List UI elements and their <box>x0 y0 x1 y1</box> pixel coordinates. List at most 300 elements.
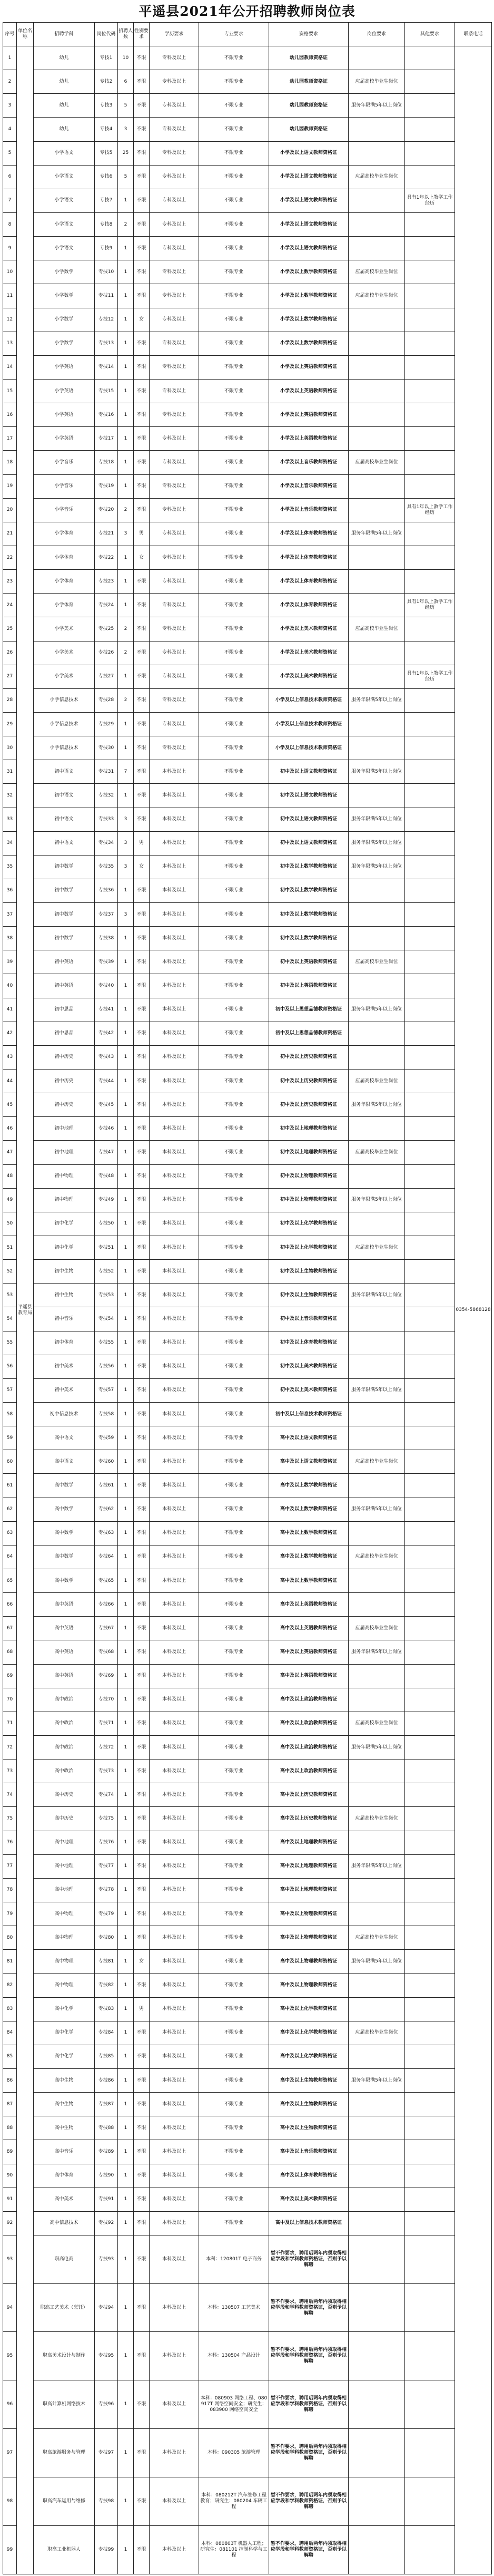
cell-code: 专技51 <box>95 1236 118 1260</box>
cell-post: 高中政治 <box>34 1688 95 1712</box>
cell-other <box>405 1141 455 1164</box>
cell-post: 小学体育 <box>34 522 95 546</box>
cell-num: 14 <box>3 355 17 379</box>
cell-num: 16 <box>3 403 17 427</box>
cell-gender: 不限 <box>134 70 150 94</box>
cell-major: 不限专业 <box>199 94 269 118</box>
cell-gender: 不限 <box>134 1902 150 1926</box>
cell-other <box>405 1640 455 1664</box>
cell-post: 小学信息技术 <box>34 736 95 760</box>
cell-qual: 小学及以上英语教师资格证 <box>269 379 349 403</box>
cell-code: 专技23 <box>95 570 118 594</box>
cell-other <box>405 760 455 784</box>
cell-num: 59 <box>3 1426 17 1450</box>
cell-post: 职高美术设计与制作 <box>34 2332 95 2380</box>
cell-postreq <box>349 474 405 498</box>
cell-num: 33 <box>3 808 17 831</box>
cell-code: 专技11 <box>95 284 118 308</box>
cell-post: 初中数学 <box>34 879 95 902</box>
header-code: 岗位代码 <box>95 23 118 46</box>
cell-qual: 初中及以上思想品德教师资格证 <box>269 998 349 1022</box>
cell-major: 不限专业 <box>199 1141 269 1164</box>
cell-major: 不限专业 <box>199 1688 269 1712</box>
cell-other <box>405 1807 455 1831</box>
cell-other <box>405 1331 455 1355</box>
cell-edu: 本科及以上 <box>150 2068 199 2092</box>
cell-num: 22 <box>3 546 17 569</box>
cell-count: 1 <box>118 2283 134 2332</box>
cell-major: 不限专业 <box>199 760 269 784</box>
table-row <box>3 1284 492 1307</box>
cell-post: 高中语文 <box>34 1426 95 1450</box>
cell-count: 1 <box>118 1617 134 1640</box>
cell-gender: 不限 <box>134 2380 150 2429</box>
cell-other <box>405 1545 455 1569</box>
cell-qual: 幼儿园教师资格证 <box>269 94 349 118</box>
cell-major: 不限专业 <box>199 1498 269 1521</box>
cell-code: 专技13 <box>95 332 118 355</box>
cell-gender: 不限 <box>134 998 150 1022</box>
cell-major: 不限专业 <box>199 332 269 355</box>
cell-major: 不限专业 <box>199 1664 269 1688</box>
cell-other <box>405 998 455 1022</box>
cell-post: 初中语文 <box>34 808 95 831</box>
cell-gender: 不限 <box>134 1569 150 1593</box>
cell-gender: 不限 <box>134 594 150 617</box>
cell-postreq: 应届高校毕业生岗位 <box>349 950 405 974</box>
cell-num: 45 <box>3 1093 17 1117</box>
cell-other <box>405 2429 455 2477</box>
table-row <box>3 1617 492 1640</box>
table-row <box>3 1022 492 1045</box>
cell-postreq: 服务年限满5年以上岗位 <box>349 94 405 118</box>
cell-edu: 专科及以上 <box>150 141 199 165</box>
cell-count: 1 <box>118 1045 134 1069</box>
cell-edu: 本科及以上 <box>150 1022 199 1045</box>
cell-gender: 不限 <box>134 451 150 474</box>
cell-gender: 不限 <box>134 427 150 451</box>
cell-count: 1 <box>118 284 134 308</box>
table-row <box>3 1355 492 1378</box>
cell-code: 专技24 <box>95 594 118 617</box>
cell-major: 不限专业 <box>199 1070 269 1093</box>
cell-count: 1 <box>118 1426 134 1450</box>
cell-edu: 专科及以上 <box>150 641 199 665</box>
cell-qual: 初中及以上物理教师资格证 <box>269 1188 349 1212</box>
cell-postreq <box>349 2332 405 2380</box>
header-major: 专业要求 <box>199 23 269 46</box>
cell-gender: 不限 <box>134 94 150 118</box>
cell-gender: 男 <box>134 1997 150 2021</box>
cell-num: 71 <box>3 1712 17 1735</box>
cell-major: 不限专业 <box>199 974 269 998</box>
cell-major: 不限专业 <box>199 2211 269 2235</box>
cell-other <box>405 1117 455 1141</box>
cell-count: 1 <box>118 1688 134 1712</box>
cell-other <box>405 1093 455 1117</box>
cell-code: 专技96 <box>95 2380 118 2429</box>
cell-unit: 平遥县教育局 <box>17 46 34 2574</box>
cell-postreq <box>349 379 405 403</box>
cell-num: 79 <box>3 1902 17 1926</box>
cell-num: 64 <box>3 1545 17 1569</box>
cell-num: 19 <box>3 474 17 498</box>
cell-other <box>405 1521 455 1545</box>
cell-postreq: 应届高校毕业生岗位 <box>349 1545 405 1569</box>
cell-postreq: 应届高校毕业生岗位 <box>349 1141 405 1164</box>
table-row <box>3 1640 492 1664</box>
cell-gender: 不限 <box>134 1688 150 1712</box>
cell-post: 小学英语 <box>34 427 95 451</box>
table-row <box>3 46 492 70</box>
cell-post: 初中化学 <box>34 1236 95 1260</box>
cell-gender: 男 <box>134 831 150 855</box>
cell-other <box>405 712 455 736</box>
cell-edu: 本科及以上 <box>150 2477 199 2525</box>
cell-qual: 高中及以上英语教师资格证 <box>269 1664 349 1688</box>
cell-gender: 男 <box>134 522 150 546</box>
cell-edu: 专科及以上 <box>150 94 199 118</box>
cell-edu: 专科及以上 <box>150 498 199 522</box>
cell-edu: 本科及以上 <box>150 998 199 1022</box>
cell-other <box>405 1307 455 1331</box>
cell-postreq: 服务年限满5年以上岗位 <box>349 1498 405 1521</box>
cell-edu: 本科及以上 <box>150 1403 199 1426</box>
cell-postreq: 服务年限满5年以上岗位 <box>349 1854 405 1878</box>
cell-edu: 本科及以上 <box>150 1831 199 1854</box>
table-row <box>3 760 492 784</box>
cell-major: 不限专业 <box>199 1450 269 1474</box>
cell-major: 不限专业 <box>199 1640 269 1664</box>
cell-count: 2 <box>118 617 134 641</box>
cell-edu: 本科及以上 <box>150 2116 199 2140</box>
cell-edu: 本科及以上 <box>150 2235 199 2283</box>
cell-edu: 本科及以上 <box>150 1212 199 1236</box>
cell-edu: 本科及以上 <box>150 831 199 855</box>
cell-post: 初中化学 <box>34 1212 95 1236</box>
cell-gender: 不限 <box>134 1878 150 1902</box>
cell-other <box>405 2021 455 2045</box>
cell-gender: 不限 <box>134 118 150 141</box>
cell-other <box>405 570 455 594</box>
cell-edu: 专科及以上 <box>150 332 199 355</box>
cell-code: 专技76 <box>95 1831 118 1854</box>
cell-other <box>405 1045 455 1069</box>
cell-major: 不限专业 <box>199 1188 269 1212</box>
table-row <box>3 1950 492 1974</box>
cell-edu: 本科及以上 <box>150 808 199 831</box>
cell-postreq <box>349 2188 405 2211</box>
cell-post: 小学音乐 <box>34 451 95 474</box>
header-post: 招聘学科 <box>34 23 95 46</box>
cell-code: 专技91 <box>95 2188 118 2211</box>
cell-postreq <box>349 641 405 665</box>
cell-qual: 高中及以上音乐教师资格证 <box>269 2140 349 2164</box>
cell-qual: 小学及以上语文教师资格证 <box>269 141 349 165</box>
cell-major: 不限专业 <box>199 1426 269 1450</box>
cell-count: 1 <box>118 712 134 736</box>
cell-num: 73 <box>3 1760 17 1783</box>
cell-postreq <box>349 1307 405 1331</box>
cell-code: 专技33 <box>95 808 118 831</box>
cell-code: 专技46 <box>95 1117 118 1141</box>
cell-code: 专技84 <box>95 2021 118 2045</box>
cell-postreq <box>349 2140 405 2164</box>
cell-major: 不限专业 <box>199 784 269 808</box>
cell-edu: 本科及以上 <box>150 1664 199 1688</box>
table-row <box>3 1735 492 1759</box>
cell-post: 小学语文 <box>34 237 95 260</box>
cell-edu: 本科及以上 <box>150 1783 199 1807</box>
cell-postreq <box>349 1521 405 1545</box>
cell-edu: 本科及以上 <box>150 1545 199 1569</box>
cell-other <box>405 1617 455 1640</box>
cell-edu: 专科及以上 <box>150 355 199 379</box>
cell-major: 不限专业 <box>199 1403 269 1426</box>
table-row <box>3 2235 492 2283</box>
cell-postreq: 服务年限满5年以上岗位 <box>349 1093 405 1117</box>
cell-count: 1 <box>118 308 134 332</box>
cell-postreq: 应届高校毕业生岗位 <box>349 1236 405 1260</box>
cell-edu: 本科及以上 <box>150 879 199 902</box>
cell-gender: 不限 <box>134 1307 150 1331</box>
cell-post: 高中地理 <box>34 1831 95 1854</box>
cell-num: 1 <box>3 46 17 70</box>
cell-postreq <box>349 1355 405 1378</box>
cell-code: 专技4 <box>95 118 118 141</box>
cell-code: 专技26 <box>95 641 118 665</box>
cell-code: 专技56 <box>95 1355 118 1378</box>
cell-post: 高中美术 <box>34 2188 95 2211</box>
cell-edu: 本科及以上 <box>150 1045 199 1069</box>
table-row <box>3 998 492 1022</box>
header-count: 招聘人数 <box>118 23 134 46</box>
cell-postreq: 应届高校毕业生岗位 <box>349 260 405 284</box>
cell-edu: 本科及以上 <box>150 1474 199 1498</box>
cell-other <box>405 118 455 141</box>
cell-gender: 不限 <box>134 570 150 594</box>
cell-num: 72 <box>3 1735 17 1759</box>
cell-major: 不限专业 <box>199 189 269 212</box>
cell-post: 小学音乐 <box>34 474 95 498</box>
cell-gender: 不限 <box>134 141 150 165</box>
cell-num: 62 <box>3 1498 17 1521</box>
table-row <box>3 2283 492 2332</box>
cell-qual: 高中及以上数学教师资格证 <box>269 1474 349 1498</box>
cell-major: 不限专业 <box>199 712 269 736</box>
cell-major: 不限专业 <box>199 1545 269 1569</box>
cell-major: 不限专业 <box>199 165 269 189</box>
table-row <box>3 141 492 165</box>
cell-postreq <box>349 1117 405 1141</box>
cell-code: 专技44 <box>95 1070 118 1093</box>
cell-other <box>405 1664 455 1688</box>
cell-count: 1 <box>118 1783 134 1807</box>
table-row <box>3 1188 492 1212</box>
cell-edu: 本科及以上 <box>150 1593 199 1617</box>
cell-edu: 专科及以上 <box>150 308 199 332</box>
table-row <box>3 1141 492 1164</box>
cell-other <box>405 522 455 546</box>
cell-postreq <box>349 1664 405 1688</box>
cell-code: 专技12 <box>95 308 118 332</box>
cell-other <box>405 2093 455 2116</box>
cell-qual: 高中及以上化学教师资格证 <box>269 1997 349 2021</box>
cell-postreq: 应届高校毕业生岗位 <box>349 165 405 189</box>
table-row <box>3 1974 492 1997</box>
cell-code: 专技18 <box>95 451 118 474</box>
cell-count: 5 <box>118 94 134 118</box>
cell-major: 不限专业 <box>199 1902 269 1926</box>
cell-other <box>405 1355 455 1378</box>
cell-edu: 本科及以上 <box>150 1355 199 1378</box>
cell-other <box>405 1426 455 1450</box>
cell-qual: 高中及以上物理教师资格证 <box>269 1950 349 1974</box>
cell-code: 专技65 <box>95 1569 118 1593</box>
cell-postreq: 服务年限满5年以上岗位 <box>349 2068 405 2092</box>
cell-qual: 暂不作要求，聘用后两年内须取得相应学段和学科教师资格证，否则予以解聘 <box>269 2380 349 2429</box>
cell-count: 3 <box>118 522 134 546</box>
cell-count: 1 <box>118 1093 134 1117</box>
cell-count: 1 <box>118 1070 134 1093</box>
cell-code: 专技52 <box>95 1260 118 1284</box>
cell-gender: 不限 <box>134 2477 150 2525</box>
cell-post: 小学音乐 <box>34 498 95 522</box>
cell-num: 99 <box>3 2525 17 2574</box>
cell-other <box>405 451 455 474</box>
cell-qual: 幼儿园教师资格证 <box>269 70 349 94</box>
cell-other <box>405 1022 455 1045</box>
cell-qual: 高中及以上美术教师资格证 <box>269 2188 349 2211</box>
cell-code: 专技48 <box>95 1164 118 1188</box>
cell-other <box>405 2332 455 2380</box>
cell-count: 1 <box>118 1117 134 1141</box>
cell-code: 专技5 <box>95 141 118 165</box>
cell-count: 1 <box>118 736 134 760</box>
cell-count: 1 <box>118 474 134 498</box>
cell-qual: 初中及以上历史教师资格证 <box>269 1093 349 1117</box>
cell-code: 专技42 <box>95 1022 118 1045</box>
header-unit: 单位名称 <box>17 23 34 46</box>
cell-major: 不限专业 <box>199 1117 269 1141</box>
cell-edu: 专科及以上 <box>150 118 199 141</box>
table-row <box>3 1902 492 1926</box>
cell-postreq: 服务年限满5年以上岗位 <box>349 522 405 546</box>
cell-qual: 高中及以上政治教师资格证 <box>269 1712 349 1735</box>
cell-other <box>405 1188 455 1212</box>
cell-post: 小学英语 <box>34 355 95 379</box>
cell-other <box>405 617 455 641</box>
cell-post: 高中英语 <box>34 1617 95 1640</box>
cell-count: 1 <box>118 879 134 902</box>
cell-postreq <box>349 1426 405 1450</box>
table-row <box>3 1712 492 1735</box>
cell-gender: 不限 <box>134 2140 150 2164</box>
cell-postreq: 服务年限满5年以上岗位 <box>349 1735 405 1759</box>
cell-edu: 本科及以上 <box>150 2332 199 2380</box>
cell-other <box>405 903 455 927</box>
cell-edu: 本科及以上 <box>150 1331 199 1355</box>
cell-count: 1 <box>118 1902 134 1926</box>
cell-count: 1 <box>118 2188 134 2211</box>
cell-code: 专技80 <box>95 1926 118 1950</box>
cell-num: 77 <box>3 1854 17 1878</box>
cell-postreq: 应届高校毕业生岗位 <box>349 1807 405 1831</box>
cell-num: 55 <box>3 1331 17 1355</box>
cell-post: 高中生物 <box>34 2093 95 2116</box>
cell-count: 1 <box>118 546 134 569</box>
cell-postreq: 应届高校毕业生岗位 <box>349 1926 405 1950</box>
cell-num: 85 <box>3 2045 17 2068</box>
cell-code: 专技62 <box>95 1498 118 1521</box>
cell-gender: 不限 <box>134 46 150 70</box>
cell-count: 3 <box>118 118 134 141</box>
cell-edu: 专科及以上 <box>150 237 199 260</box>
cell-qual: 小学及以上体育教师资格证 <box>269 570 349 594</box>
cell-major: 不限专业 <box>199 1950 269 1974</box>
cell-num: 47 <box>3 1141 17 1164</box>
cell-edu: 专科及以上 <box>150 46 199 70</box>
cell-gender: 不限 <box>134 403 150 427</box>
cell-major: 本科：120801T 电子商务 <box>199 2235 269 2283</box>
cell-major: 不限专业 <box>199 522 269 546</box>
cell-count: 1 <box>118 2429 134 2477</box>
cell-major: 不限专业 <box>199 355 269 379</box>
cell-num: 39 <box>3 950 17 974</box>
cell-post: 高中英语 <box>34 1640 95 1664</box>
cell-gender: 不限 <box>134 903 150 927</box>
cell-count: 1 <box>118 950 134 974</box>
cell-gender: 不限 <box>134 2093 150 2116</box>
cell-major: 本科：090305 旅游管理 <box>199 2429 269 2477</box>
table-row <box>3 1593 492 1617</box>
cell-num: 7 <box>3 189 17 212</box>
cell-count: 3 <box>118 855 134 879</box>
cell-num: 29 <box>3 712 17 736</box>
cell-postreq <box>349 2045 405 2068</box>
cell-gender: 不限 <box>134 2525 150 2574</box>
cell-num: 51 <box>3 1236 17 1260</box>
cell-num: 86 <box>3 2068 17 2092</box>
cell-count: 1 <box>118 1498 134 1521</box>
cell-qual: 初中及以上历史教师资格证 <box>269 1070 349 1093</box>
cell-qual: 小学及以上数学教师资格证 <box>269 284 349 308</box>
cell-qual: 暂不作要求，聘用后两年内须取得相应学段和学科教师资格证，否则予以解聘 <box>269 2477 349 2525</box>
cell-gender: 不限 <box>134 1331 150 1355</box>
cell-post: 小学数学 <box>34 260 95 284</box>
cell-postreq: 服务年限满5年以上岗位 <box>349 855 405 879</box>
cell-code: 专技53 <box>95 1284 118 1307</box>
cell-post: 高中物理 <box>34 1902 95 1926</box>
cell-major: 不限专业 <box>199 2188 269 2211</box>
cell-gender: 不限 <box>134 760 150 784</box>
cell-qual: 初中及以上数学教师资格证 <box>269 903 349 927</box>
table-row <box>3 1212 492 1236</box>
cell-count: 1 <box>118 2116 134 2140</box>
table-row <box>3 808 492 831</box>
cell-code: 专技25 <box>95 617 118 641</box>
cell-qual: 小学及以上英语教师资格证 <box>269 403 349 427</box>
cell-major: 不限专业 <box>199 70 269 94</box>
cell-qual: 暂不作要求，聘用后两年内须取得相应学段和学科教师资格证，否则予以解聘 <box>269 2235 349 2283</box>
cell-postreq: 应届高校毕业生岗位 <box>349 1450 405 1474</box>
table-row <box>3 831 492 855</box>
cell-gender: 不限 <box>134 1664 150 1688</box>
cell-post: 高中数学 <box>34 1521 95 1545</box>
cell-code: 专技61 <box>95 1474 118 1498</box>
cell-gender: 不限 <box>134 1141 150 1164</box>
header-num: 序号 <box>3 23 17 46</box>
